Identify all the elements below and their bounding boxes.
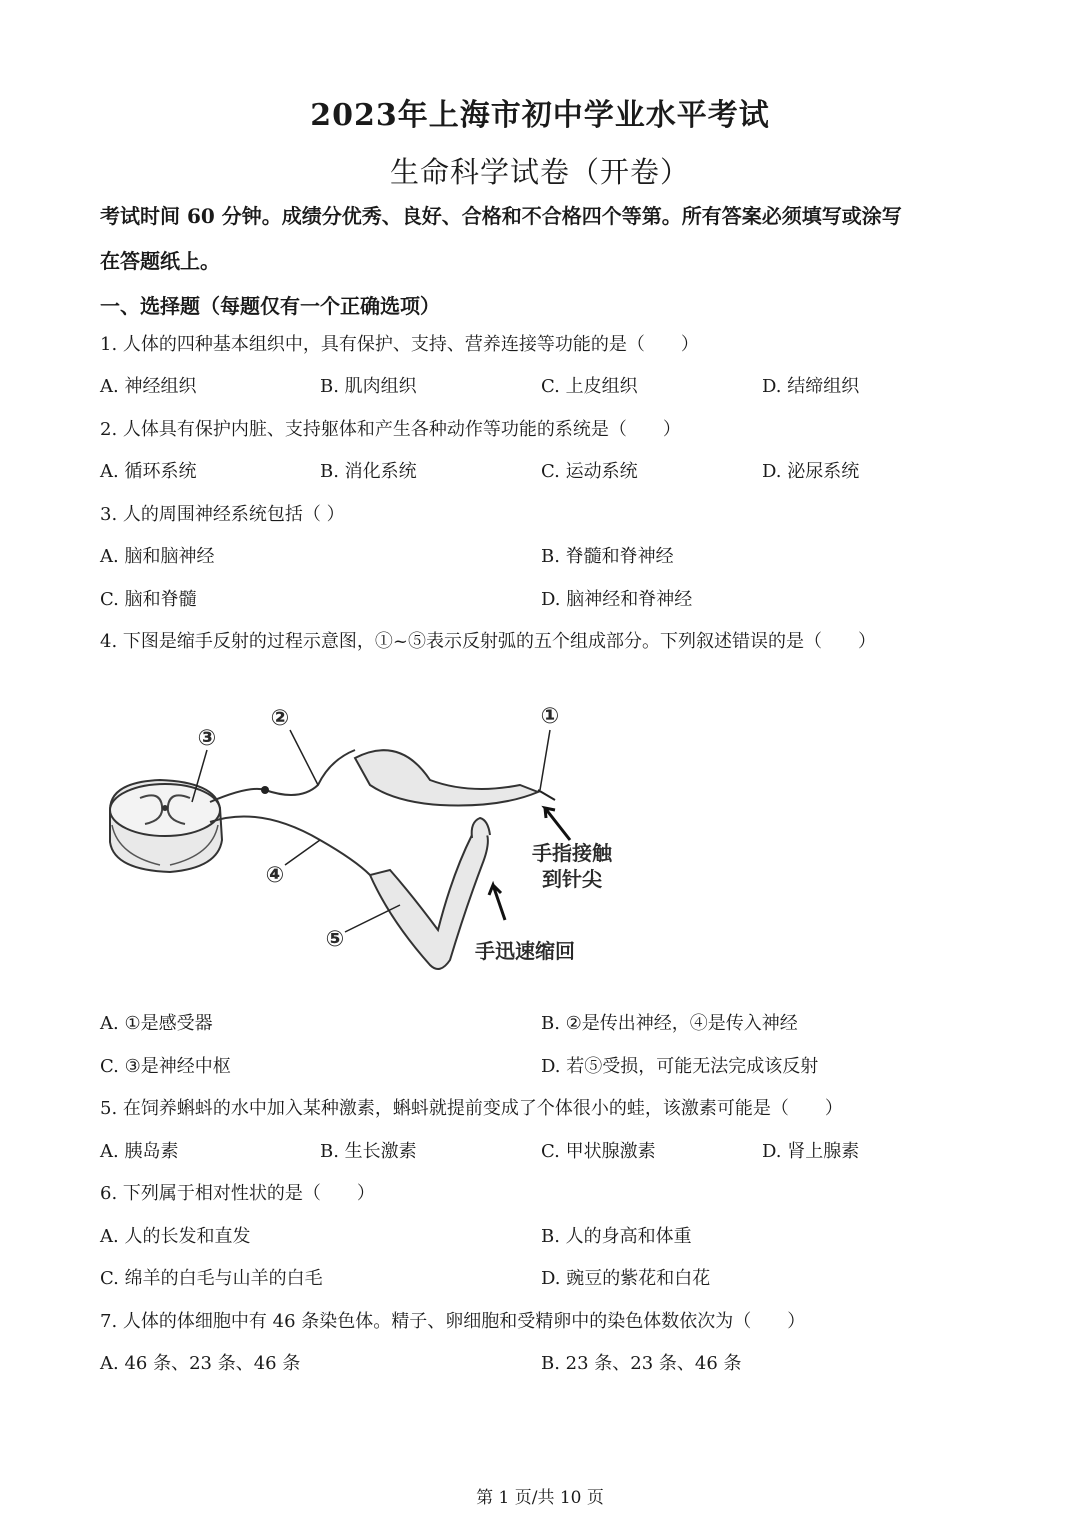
arm-touching-illustration: [355, 750, 538, 805]
q2-option-c: C. 运动系统: [541, 461, 638, 482]
question-2-stem: 2. 人体具有保护内脏、支持躯体和产生各种动作等功能的系统是（ ）: [100, 419, 681, 440]
reflex-arc-figure: [100, 690, 640, 980]
question-4-stem: 4. 下图是缩手反射的过程示意图，①~⑤表示反射弧的五个组成部分。下列叙述错误的是（ ）: [100, 631, 876, 652]
label-2: ②: [270, 706, 290, 731]
question-7-stem: 7. 人体的体细胞中有 46 条染色体。精子、卵细胞和受精卵中的染色体数依次为（ ）: [100, 1311, 806, 1332]
q3-option-a: A. 脑和脑神经: [100, 546, 215, 567]
q1-option-a: A. 神经组织: [100, 376, 197, 397]
label-4: ④: [265, 863, 285, 888]
q6-option-c: C. 绵羊的白毛与山羊的白毛: [100, 1268, 323, 1289]
q6-option-b: B. 人的身高和体重: [541, 1226, 692, 1247]
exam-subtitle: 生命科学试卷（开卷）: [389, 155, 690, 189]
q2-option-d: D. 泌尿系统: [762, 461, 860, 482]
q4-option-d: D. 若⑤受损，可能无法完成该反射: [541, 1056, 819, 1077]
question-1-stem: 1. 人体的四种基本组织中，具有保护、支持、营养连接等功能的是（ ）: [100, 334, 699, 355]
question-5-stem: 5. 在饲养蝌蚪的水中加入某种激素，蝌蚪就提前变成了个体很小的蛙，该激素可能是（ ）: [100, 1098, 843, 1119]
exam-title: 2023年上海市初中学业水平考试: [310, 98, 770, 133]
q5-option-d: D. 肾上腺素: [762, 1141, 860, 1162]
afferent-nerve: [210, 750, 355, 802]
caption-withdraw: 手迅速缩回: [475, 939, 575, 963]
q4-option-b: B. ②是传出神经，④是传入神经: [541, 1013, 798, 1034]
q4-option-a: A. ①是感受器: [100, 1013, 213, 1034]
q3-option-c: C. 脑和脊髓: [100, 589, 197, 610]
q3-option-b: B. 脊髓和脊神经: [541, 546, 674, 567]
label-3: ③: [197, 726, 217, 751]
section-title: 一、选择题（每题仅有一个正确选项）: [100, 294, 440, 318]
q7-option-a: A. 46 条、23 条、46 条: [100, 1353, 301, 1374]
label-1: ①: [540, 704, 560, 729]
q2-option-a: A. 循环系统: [100, 461, 197, 482]
q7-option-b: B. 23 条、23 条、46 条: [541, 1353, 742, 1374]
q4-option-c: C. ③是神经中枢: [100, 1056, 231, 1077]
q1-option-b: B. 肌肉组织: [320, 376, 417, 397]
page-footer: 第 1 页/共 10 页: [476, 1488, 604, 1508]
q5-option-b: B. 生长激素: [320, 1141, 417, 1162]
question-3-stem: 3. 人的周围神经系统包括（ ）: [100, 504, 345, 525]
q2-option-b: B. 消化系统: [320, 461, 417, 482]
caption-touch-line-1: 手指接触: [532, 841, 612, 865]
q5-option-c: C. 甲状腺激素: [541, 1141, 656, 1162]
efferent-nerve: [210, 816, 370, 875]
q6-option-a: A. 人的长发和直发: [100, 1226, 251, 1247]
q6-option-d: D. 豌豆的紫花和白花: [541, 1268, 711, 1289]
caption-touch-line-2: 到针尖: [542, 867, 602, 891]
question-6-stem: 6. 下列属于相对性状的是（ ）: [100, 1183, 375, 1204]
arm-withdrawing-illustration: [370, 830, 488, 969]
q1-option-d: D. 结缔组织: [762, 376, 860, 397]
q3-option-d: D. 脑神经和脊神经: [541, 589, 693, 610]
ganglion-dot: [261, 786, 269, 794]
label-5: ⑤: [325, 927, 345, 952]
spinal-cord-illustration: [110, 780, 222, 872]
q1-option-c: C. 上皮组织: [541, 376, 638, 397]
instructions-line-1: 考试时间 60 分钟。成绩分优秀、良好、合格和不合格四个等第。所有答案必须填写或涂写: [100, 204, 902, 228]
pin: [538, 790, 555, 800]
instructions-line-2: 在答题纸上。: [100, 249, 220, 273]
q5-option-a: A. 胰岛素: [100, 1141, 179, 1162]
